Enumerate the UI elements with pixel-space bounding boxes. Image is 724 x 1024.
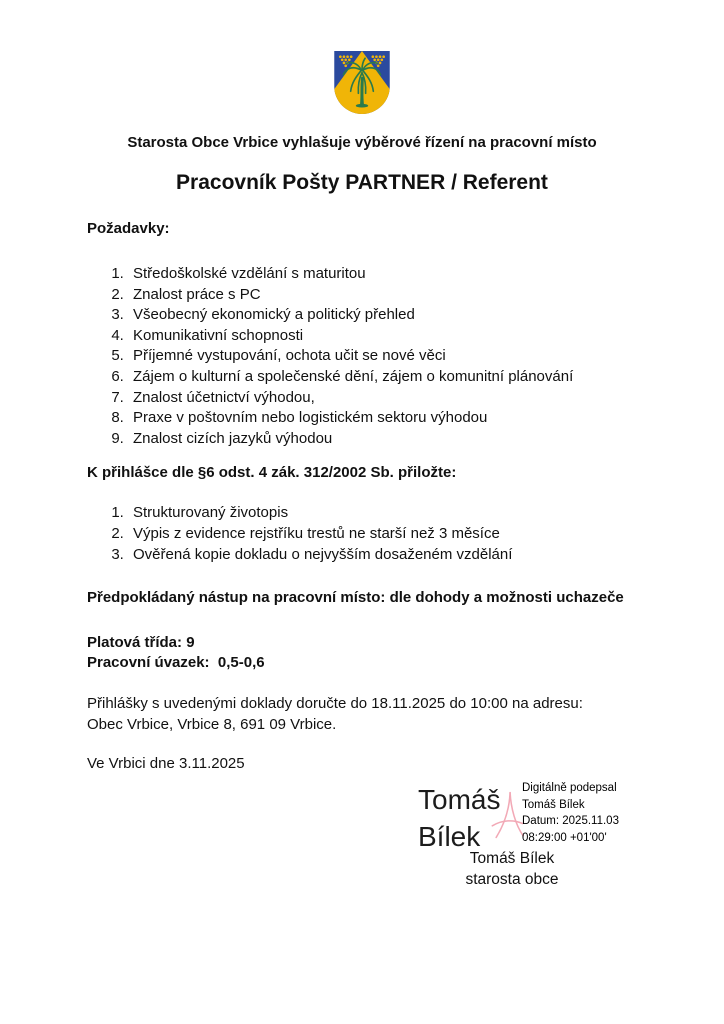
digital-signature-line: Tomáš Bílek: [522, 798, 585, 811]
list-item: 4. Komunikativní schopnosti: [128, 326, 669, 347]
announcement-line: Starosta Obce Vrbice vyhlašuje výběrové řízení na pracovní místo: [127, 134, 597, 151]
list-item: 3. Všeobecný ekonomický a politický přehled: [128, 305, 669, 326]
list-item: 6. Zájem o kulturní a společenské dění, zájem o komunitní plánování: [128, 367, 669, 388]
list-item: 1. Středoškolské vzdělání s maturitou: [128, 264, 669, 285]
list-item: 9. Znalost cizích jazyků výhodou: [128, 429, 669, 450]
adobe-acrobat-signature-icon: [490, 782, 524, 848]
delivery-paragraph: [87, 694, 669, 735]
digital-signature-details: [522, 780, 632, 846]
attachments-list: [87, 503, 669, 565]
signature-name-large: [418, 781, 500, 855]
signer-name: Tomáš Bílek: [469, 850, 555, 867]
page-title: Pracovník Pošty PARTNER / Referent: [176, 171, 548, 194]
list-item: 8. Praxe v poštovním nebo logistickém sektoru výhodou: [128, 408, 669, 429]
delivery-line-2: Obec Vrbice, Vrbice 8, 691 09 Vrbice.: [87, 715, 337, 733]
workload-line: Pracovní úvazek: 0,5-0,6: [87, 654, 265, 672]
requirements-list: [87, 264, 669, 449]
date-place-line: Ve Vrbici dne 3.11.2025: [87, 755, 245, 773]
signer-identity: [424, 848, 600, 890]
signature-name-line1: Tomáš: [418, 784, 501, 815]
pay-grade-line: Platová třída: 9: [87, 633, 195, 651]
digital-signature-line: 08:29:00 +01'00': [522, 831, 607, 844]
start-date-line: Předpokládaný nástup na pracovní místo: dle dohody a možnosti uchazeče: [87, 589, 624, 607]
list-item: 5. Příjemné vystupování, ochota učit se nové věci: [128, 346, 669, 367]
signature-name-line2: Bílek: [418, 821, 481, 852]
list-item: 2. Znalost práce s PC: [128, 285, 669, 306]
signer-title: starosta obce: [465, 871, 559, 888]
coat-of-arms-container: [0, 0, 724, 116]
document-body: [0, 220, 724, 775]
attachments-heading: K přihlášce dle §6 odst. 4 zák. 312/2002 Sb. přiložte:: [87, 464, 457, 482]
list-item: 7. Znalost účetnictví výhodou,: [128, 388, 669, 409]
delivery-line-1: Přihlášky s uvedenými doklady doručte do 18.11.2025 do 10:00 na adresu:: [87, 694, 583, 712]
digital-signature-line: Datum: 2025.11.03: [522, 815, 619, 827]
list-item: 2. Výpis z evidence rejstříku trestů ne starší než 3 měsíce: [128, 524, 669, 545]
list-item: 3. Ověřená kopie dokladu o nejvyšším dosaženém vzdělání: [128, 545, 669, 566]
vrbice-coat-of-arms-icon: [333, 50, 391, 116]
digital-signature-line: Digitálně podepsal: [522, 782, 617, 794]
list-item: 1. Strukturovaný životopis: [128, 503, 669, 524]
requirements-heading: Požadavky:: [87, 220, 170, 237]
